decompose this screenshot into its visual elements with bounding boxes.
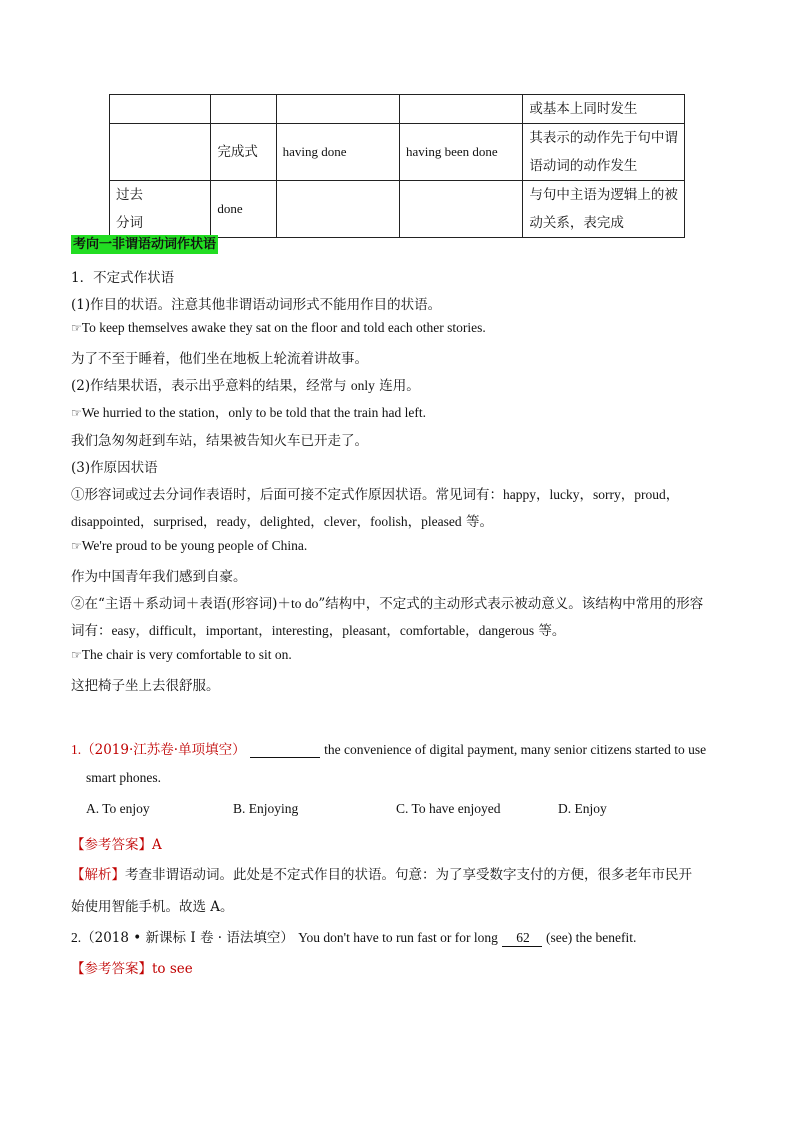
example-sentence: [71, 401, 426, 421]
option-b: B. Enjoying: [233, 801, 299, 816]
cell-text: 分词: [116, 215, 143, 231]
question-1-answer: [71, 833, 162, 853]
example-text: To keep themselves awake they sat on the floor and told each other stories.: [81, 320, 486, 335]
table-cell: 完成式: [211, 124, 276, 181]
question-1-stem: [71, 738, 706, 758]
text-segment: disappointed，surprised，ready，delighted，clever，foolish，pleased: [71, 514, 462, 529]
table-row: [110, 95, 685, 124]
section-title: 考向一非谓语动词作状语: [73, 237, 217, 252]
rule-passive-meaning: [71, 592, 703, 612]
table-cell: having been done: [399, 124, 522, 181]
translation: 为了不至于睡着，他们坐在地板上轮流着讲故事。: [71, 351, 368, 367]
table-cell: [110, 95, 211, 124]
text-segment: happy，lucky，sorry，proud，: [503, 487, 680, 502]
table-cell: [399, 95, 522, 124]
table-cell: 其表示的动作先于句中谓语动词的动作发生: [523, 124, 685, 181]
text-segment: ①形容词或过去分词作表语时，后面可接不定式作原因状语。常见词有：: [71, 487, 503, 503]
table-row: [110, 124, 685, 181]
table-cell: [110, 124, 211, 181]
grammar-table: [109, 94, 685, 238]
table-row: [110, 181, 685, 238]
table-cell: 或基本上同时发生: [523, 95, 685, 124]
table-cell: [110, 181, 211, 238]
question-source: （2019·江苏卷·单项填空）: [81, 742, 246, 758]
pointing-hand-icon: ☞: [71, 406, 82, 420]
text-segment: 等。: [461, 514, 493, 530]
example-sentence: [71, 647, 292, 663]
example-text: We're proud to be young people of China.: [81, 538, 308, 553]
question-2-stem: [71, 926, 636, 947]
text-segment: to do: [290, 596, 319, 611]
question-source: （2018 • 新课标 I 卷 · 语法填空）: [81, 930, 294, 946]
translation: 作为中国青年我们感到自豪。: [71, 569, 247, 585]
pointing-hand-icon: ☞: [71, 648, 82, 662]
option-d: D. Enjoy: [558, 801, 607, 816]
rule-cause: (3)作原因状语: [71, 460, 158, 476]
table-cell: [399, 181, 522, 238]
analysis-label: 【解析】: [71, 867, 125, 883]
translation: 我们急匆匆赶到车站，结果被告知火车已开走了。: [71, 433, 368, 449]
pointing-hand-icon: ☞: [71, 539, 82, 553]
text-segment: easy，difficult，important，interesting，pleasant，comfortable，dangerous: [111, 623, 535, 638]
question-number: 1.: [71, 742, 82, 757]
option-c: C. To have enjoyed: [396, 801, 501, 816]
text-segment: only: [350, 378, 375, 393]
answer-blank: 62: [502, 930, 542, 947]
question-text: the convenience of digital payment, many senior citizens started to use: [324, 742, 707, 757]
example-text: The chair is very comfortable to sit on.: [81, 647, 292, 662]
rule-cause-detail: [71, 483, 679, 503]
rule-cause-words: [71, 510, 493, 530]
text-segment: ”结构中，不定式的主动形式表示被动意义。该结构中常用的形容: [318, 596, 704, 612]
text-segment: 词有：: [71, 623, 112, 639]
answer-label: 【参考答案】: [71, 961, 152, 977]
table-cell: [276, 95, 399, 124]
table-cell: [276, 181, 399, 238]
rule-purpose: (1)作目的状语。注意其他非谓语动词形式不能用作目的状语。: [71, 297, 442, 313]
option-a: A. To enjoy: [86, 801, 150, 816]
table-cell: [211, 95, 276, 124]
cell-text: 过去: [116, 187, 143, 203]
heading-infinitive-adverbial: 1．不定式作状语: [71, 270, 175, 286]
table-cell: done: [211, 181, 276, 238]
rule-passive-words: [71, 619, 565, 639]
answer-value: A: [152, 837, 162, 853]
answer-label: 【参考答案】: [71, 837, 152, 853]
translation: 这把椅子坐上去很舒服。: [71, 678, 220, 694]
analysis-text: 考查非谓语动词。此处是不定式作目的状语。句意：为了享受数字支付的方便，很多老年市民开: [125, 867, 692, 883]
example-sentence: [71, 538, 307, 554]
text-segment: 等。: [534, 623, 566, 639]
table-cell: 与句中主语为逻辑上的被动关系，表完成: [523, 181, 685, 238]
question-text: (see) the benefit.: [546, 930, 637, 945]
answer-value: to see: [152, 961, 193, 977]
pointing-hand-icon: ☞: [71, 321, 82, 335]
question-2-answer: [71, 957, 193, 977]
text-segment: ②在“主语＋系动词＋表语(形容词)＋: [71, 596, 291, 612]
question-number: 2.: [71, 930, 82, 945]
text-segment: 连用。: [374, 378, 420, 394]
answer-blank: [250, 743, 320, 758]
table-cell: having done: [276, 124, 399, 181]
text-segment: (2)作结果状语，表示出乎意料的结果，经常与: [71, 378, 351, 394]
example-text: We hurried to the station，only to be told that the train had left.: [81, 405, 426, 420]
question-1-analysis-cont: 始使用智能手机。故选 A。: [71, 899, 234, 915]
question-1-stem-cont: smart phones.: [86, 770, 161, 785]
question-1-analysis: [71, 863, 692, 883]
example-sentence: [71, 320, 486, 336]
rule-result: [71, 374, 420, 394]
question-text: You don't have to run fast or for long: [298, 930, 498, 945]
